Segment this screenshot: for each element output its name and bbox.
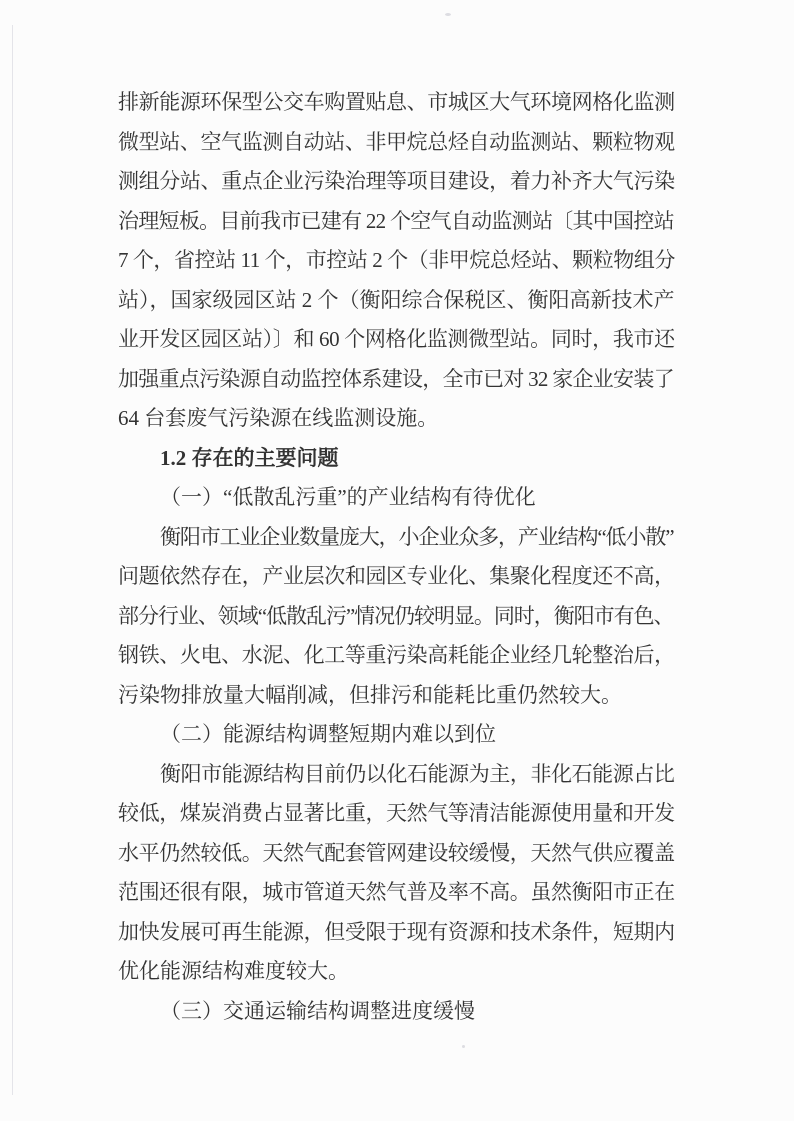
text-line: 衡阳市工业企业数量庞大，小企业众多，产业结构“低小散”: [160, 524, 674, 549]
text-line: 站），国家级园区站 2 个（衡阳综合保税区、衡阳高新技术产: [118, 287, 675, 312]
text-line: 范围还很有限，城市管道天然气普及率不高。虽然衡阳市正在: [118, 880, 675, 904]
text-line: 64 台套废气污染源在线监测设施。: [118, 406, 439, 430]
text-line: 衡阳市能源结构目前仍以化石能源为主，非化石能源占比: [160, 761, 675, 786]
text-line: 优化能源结构难度较大。: [118, 959, 349, 983]
text-line: 较低，煤炭消费占显著比重，天然气等清洁能源使用量和开发: [118, 801, 675, 825]
text-line: 水平仍然较低。天然气配套管网建设较缓慢，天然气供应覆盖: [118, 840, 675, 865]
subsection-heading-1: （一）“低散乱污重”的产业结构有待优化: [160, 485, 536, 509]
text-line: 钢铁、火电、水泥、化工等重污染高耗能企业经几轮整治后，: [118, 643, 675, 667]
section-heading: 1.2 存在的主要问题: [160, 445, 339, 470]
text-line: 业开发区园区站）〕和 60 个网格化监测微型站。同时，我市还: [118, 327, 675, 351]
document-text: [118, 83, 675, 1031]
text-line: 加强重点污染源自动监控体系建设，全市已对 32 家企业安装了: [118, 366, 674, 391]
scan-edge-artifact: [12, 25, 13, 1095]
text-line: 7 个，省控站 11 个，市控站 2 个（非甲烷总烃站、颗粒物组分: [118, 248, 675, 272]
text-line: 排新能源环保型公交车购置贴息、市城区大气环境网格化监测: [118, 90, 675, 114]
text-line: 治理短板。目前我市已建有 22 个空气自动监测站〔其中国控站: [118, 208, 674, 233]
text-line: 问题依然存在，产业层次和园区专业化、集聚化程度还不高，: [118, 564, 675, 588]
scan-speck: [462, 1045, 465, 1048]
text-line: 污染物排放量大幅削减，但排污和能耗比重仍然较大。: [118, 682, 622, 707]
text-line: 测组分站、重点企业污染治理等项目建设，着力补齐大气污染: [118, 169, 675, 193]
text-line: 微型站、空气监测自动站、非甲烷总烃自动监测站、颗粒物观: [118, 129, 675, 154]
text-line: 部分行业、领域“低散乱污”情况仍较明显。同时，衡阳市有色、: [118, 603, 674, 628]
text-line: 加快发展可再生能源，但受限于现有资源和技术条件，短期内: [118, 919, 675, 944]
subsection-heading-3: （三）交通运输结构调整进度缓慢: [160, 998, 475, 1023]
subsection-heading-2: （二）能源结构调整短期内难以到位: [160, 722, 496, 746]
scan-speck: [445, 13, 451, 16]
